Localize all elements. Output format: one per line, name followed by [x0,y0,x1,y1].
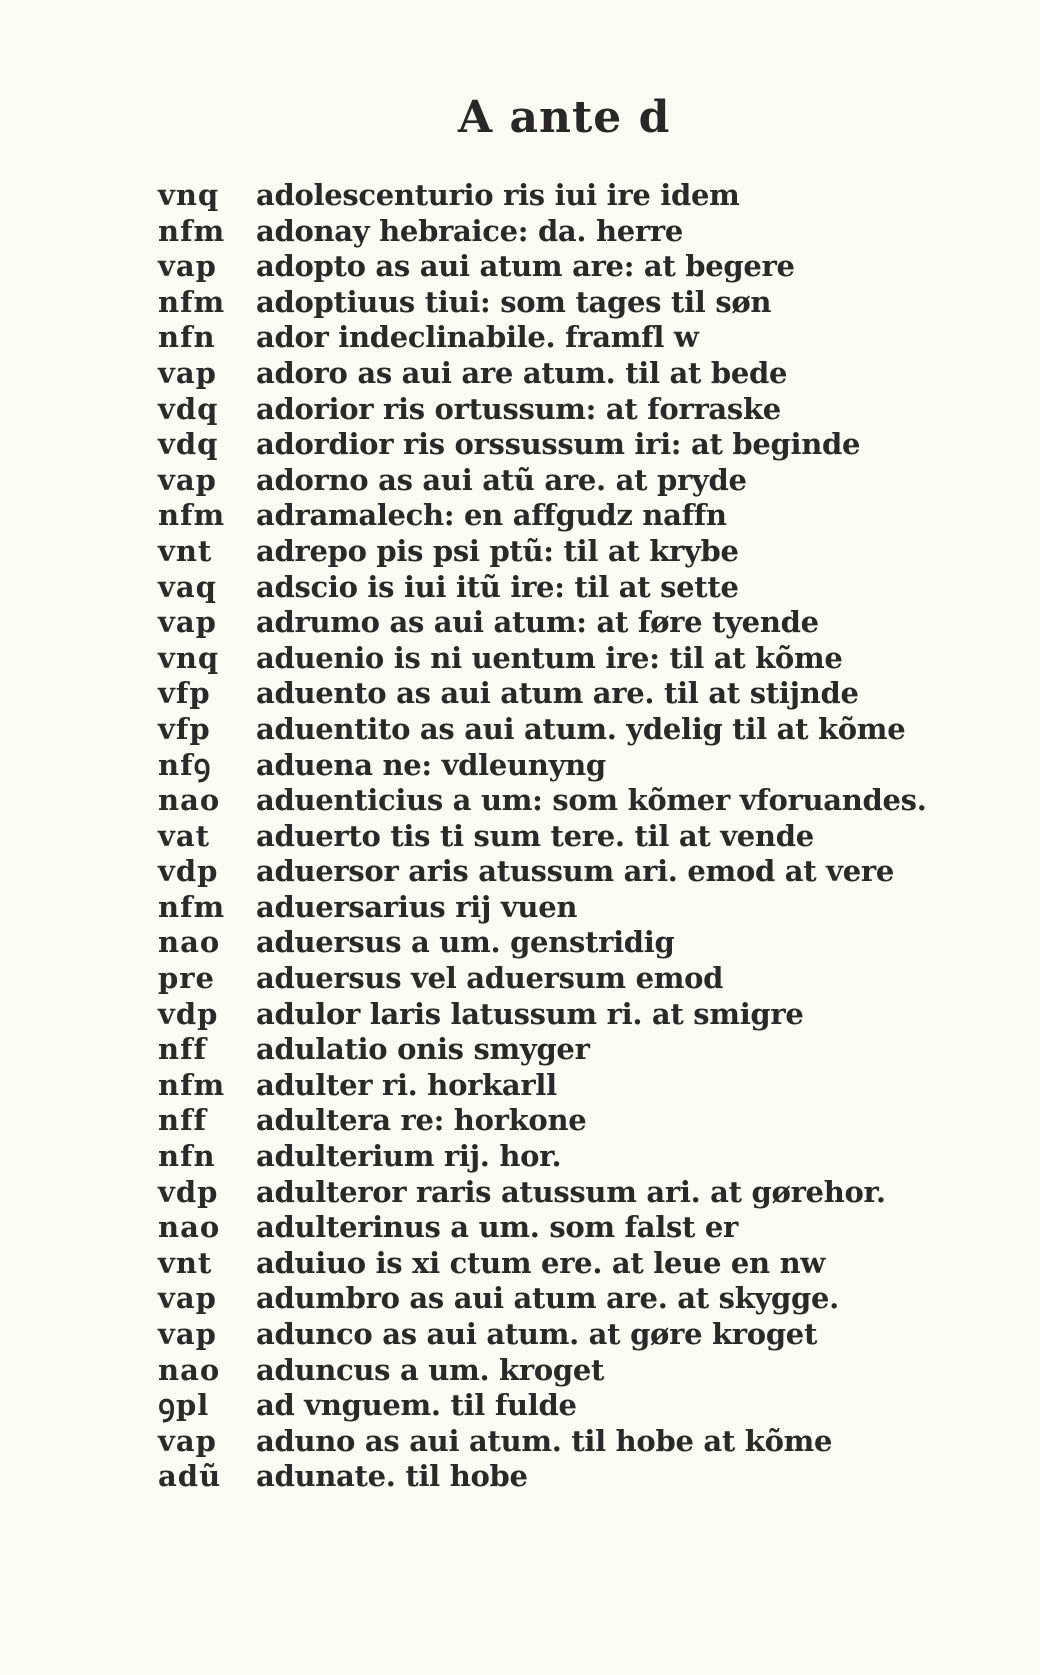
entry-row [158,1317,1018,1353]
entry-text: aduentito as aui atum. ydelig til at kõme [256,711,906,746]
grammar-code: nff [158,1032,208,1067]
grammar-code: nfn [158,320,216,355]
entry-row [158,890,1018,926]
entry-row [158,997,1018,1033]
entry-row [158,1175,1018,1211]
entry-row [158,1281,1018,1317]
entry-text: adscio is iui itũ ire: til at sette [256,569,739,604]
entry-text: adunco as aui atum. at gøre kroget [256,1317,818,1351]
grammar-code: nfn [158,1139,216,1174]
grammar-code: vap [158,1317,217,1351]
entry-row [158,356,1018,392]
entry-row [158,1210,1018,1246]
entry-list [158,178,1018,1495]
entry-text: aduersus vel aduersum emod [256,961,724,996]
entry-text: adultera re: horkone [256,1103,587,1138]
grammar-code: nao [158,925,221,960]
entry-row [158,178,1018,214]
entry-text: adolescenturio ris iui ire idem [256,178,740,212]
entry-row [158,249,1018,285]
entry-text: aduenticius a um: som kõmer vforuandes. [256,783,927,818]
grammar-code: vdq [158,427,219,462]
entry-text: aduersus a um. genstridig [256,925,675,960]
grammar-code: vdq [158,391,219,426]
entry-row [158,748,1018,784]
entry-text: adorno as aui atũ are. at pryde [256,462,747,497]
entry-text: aduersarius rij vuen [256,889,578,924]
entry-row [158,1246,1018,1282]
entry-text: aduena ne: vdleunyng [256,747,606,782]
entry-text: adunate. til hobe [256,1459,528,1494]
entry-text: adulor laris latussum ri. at smigre [256,996,804,1031]
grammar-code: nfm [158,1067,226,1102]
grammar-code: vaq [158,569,217,604]
grammar-code: vap [158,605,217,640]
entry-row [158,1459,1018,1495]
entry-text: adonay hebraice: da. herre [256,213,684,248]
entry-text: ad vnguem. til fulde [256,1388,577,1423]
entry-text: aduiuo is xi ctum ere. at leue en nw [256,1245,826,1280]
grammar-code: vat [158,818,211,853]
grammar-code: vap [158,355,217,390]
entry-text: adulterium rij. hor. [256,1139,562,1174]
entry-row [158,961,1018,997]
entry-text: aduerto tis ti sum tere. til at vende [256,818,814,853]
grammar-code: vnq [158,178,220,212]
grammar-code: vnq [158,640,220,675]
grammar-code: vnt [158,533,213,568]
grammar-code: pre [158,961,216,996]
entry-text: adrepo pis psi ptũ: til at krybe [256,533,739,568]
grammar-code: vap [158,1423,217,1458]
entry-row [158,641,1018,677]
grammar-code: nfꝯ [158,747,212,782]
entry-row [158,1424,1018,1460]
grammar-code: nao [158,1210,221,1245]
running-head: A ante d [458,92,671,143]
grammar-code: vnt [158,1245,213,1280]
entry-text: adrumo as aui atum: at føre tyende [256,605,819,640]
entry-row [158,783,1018,819]
entry-row [158,819,1018,855]
entry-row [158,1388,1018,1424]
entry-text: adramalech: en affgudz naffn [256,498,727,533]
grammar-code: vdp [158,854,219,889]
entry-row [158,925,1018,961]
entry-text: aduenio is ni uentum ire: til at kõme [256,640,843,675]
grammar-code: vdp [158,1174,219,1209]
entry-text: adumbro as aui atum are. at skygge. [256,1281,839,1316]
grammar-code: nfm [158,889,226,924]
grammar-code: nfm [158,284,226,319]
entry-text: adulter ri. horkarll [256,1067,557,1102]
entry-text: aduersor aris atussum ari. emod at vere [256,854,894,889]
entry-row [158,676,1018,712]
entry-text: adulatio onis smyger [256,1032,590,1067]
grammar-code: nao [158,1352,221,1387]
entry-text: adopto as aui atum are: at begere [256,249,795,284]
entry-row [158,214,1018,250]
grammar-code: vap [158,1281,217,1316]
entry-row [158,570,1018,606]
entry-row [158,463,1018,499]
entry-text: aduento as aui atum are. til at stijnde [256,676,859,711]
entry-row [158,320,1018,356]
entry-text: adulterinus a um. som falst er [256,1210,739,1245]
entry-text: adordior ris orssussum iri: at beginde [256,427,861,462]
grammar-code: adũ [158,1459,222,1494]
grammar-code: vdp [158,996,219,1031]
entry-row [158,1139,1018,1175]
grammar-code: nao [158,783,221,818]
entry-row [158,534,1018,570]
entry-row [158,1353,1018,1389]
entry-row [158,1032,1018,1068]
grammar-code: vfp [158,711,211,746]
entry-text: adoptiuus tiui: som tages til søn [256,284,772,319]
entry-row [158,285,1018,321]
entry-row [158,392,1018,428]
entry-text: adoro as aui are atum. til at bede [256,355,788,390]
grammar-code: nfm [158,498,226,533]
entry-text: ador indeclinabile. framfl w [256,320,699,355]
entry-row [158,427,1018,463]
grammar-code: ꝯpl [158,1388,210,1423]
entry-row [158,1103,1018,1139]
grammar-code: nff [158,1103,208,1138]
entry-row [158,854,1018,890]
grammar-code: vap [158,462,217,497]
entry-text: adorior ris ortussum: at forraske [256,391,781,426]
grammar-code: vap [158,249,217,284]
entry-row [158,712,1018,748]
entry-row [158,498,1018,534]
entry-row [158,1068,1018,1104]
entry-text: adulteror raris atussum ari. at gørehor. [256,1174,886,1209]
entry-row [158,605,1018,641]
entry-text: aduncus a um. kroget [256,1352,605,1387]
grammar-code: nfm [158,213,226,248]
grammar-code: vfp [158,676,211,711]
entry-text: aduno as aui atum. til hobe at kõme [256,1423,833,1458]
